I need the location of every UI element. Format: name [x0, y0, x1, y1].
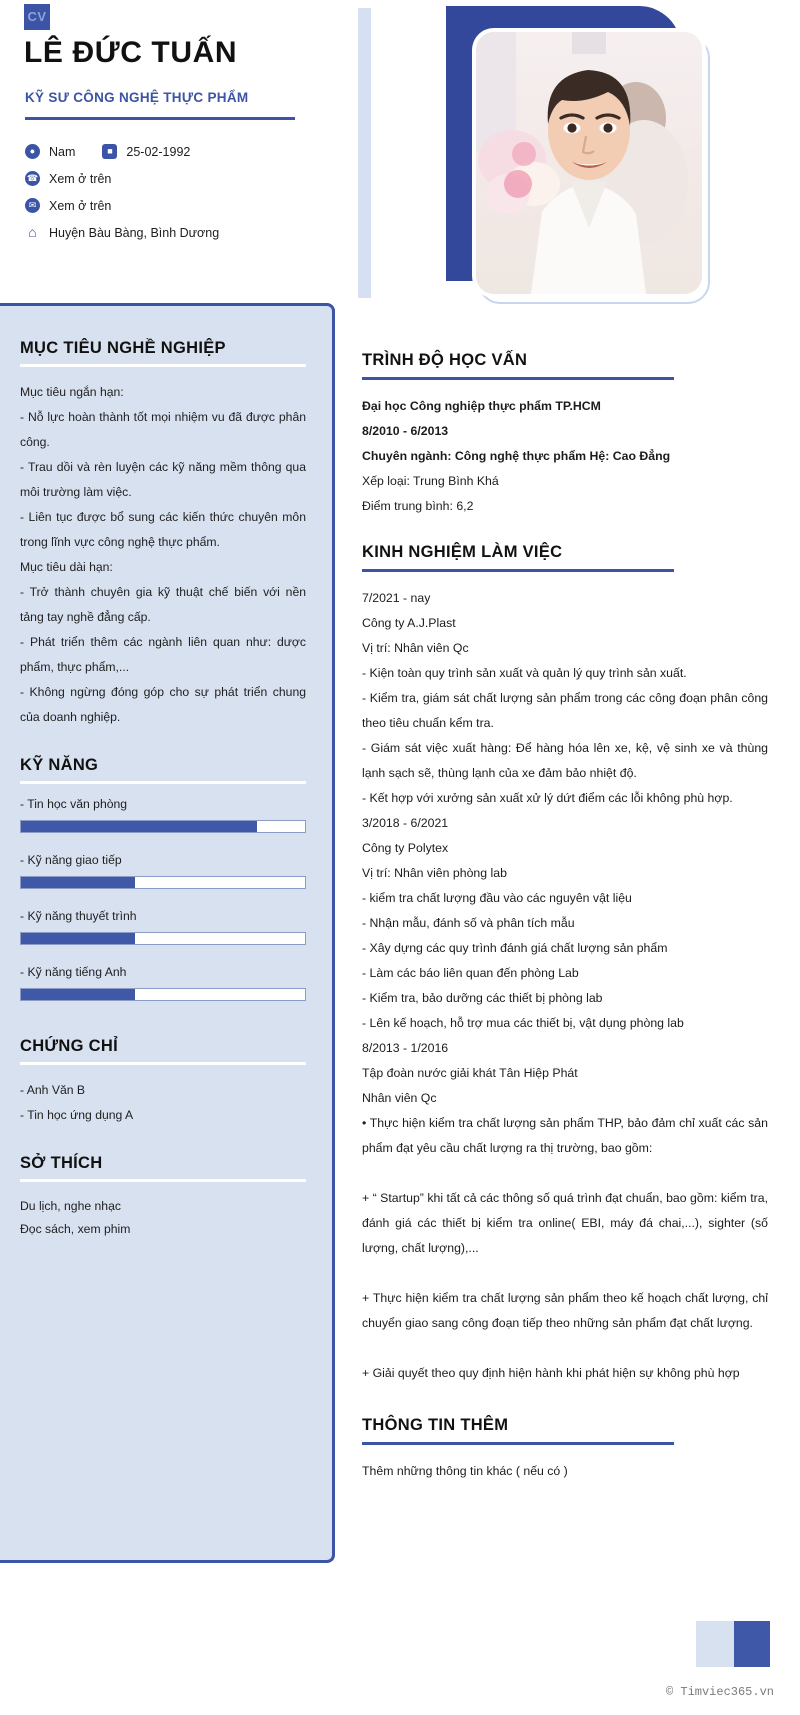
objective-line: Mục tiêu ngắn hạn:: [20, 385, 124, 399]
skill-label: - Kỹ năng thuyết trình: [20, 909, 137, 923]
section-heading-objective: MỤC TIÊU NGHỀ NGHIỆP: [20, 339, 226, 357]
experience-line: - Kiện toàn quy trình sản xuất và quản lý quy trình sản xuất.: [362, 666, 687, 680]
main-column: [362, 303, 800, 1484]
experience-line: Công ty Polytex: [362, 841, 449, 855]
experience-line: - Xây dựng các quy trình đánh giá chất lượng sản phẩm: [362, 941, 668, 955]
education-line: Điểm trung bình: 6,2: [362, 499, 474, 513]
person-icon: ●: [25, 144, 40, 159]
spacer: [362, 1261, 768, 1286]
experience-line: - Làm các báo liên quan đến phòng Lab: [362, 966, 579, 980]
experience-line: + Giải quyết theo quy định hiện hành khi phát hiện sự không phù hợp: [362, 1366, 740, 1380]
section-heading-education: TRÌNH ĐỘ HỌC VẤN: [362, 351, 528, 369]
contact-gender: Nam: [49, 144, 76, 159]
profile-photo: [476, 32, 702, 294]
contact-row-phone: [25, 165, 345, 192]
contact-phone: Xem ở trên: [49, 171, 112, 186]
skill-item: [20, 965, 306, 1001]
footer-mark-light: [696, 1621, 734, 1667]
skill-bar: [20, 988, 306, 1001]
objective-body: [20, 380, 306, 730]
education-line: Chuyên ngành: Công nghệ thực phẩm Hệ: Cao Đẳng: [362, 449, 671, 463]
calendar-icon: ■: [102, 144, 117, 159]
page-title: LÊ ĐỨC TUẤN: [24, 36, 238, 69]
sidebar: [0, 303, 335, 1563]
education-line: Đại học Công nghiệp thực phẩm TP.HCM: [362, 399, 601, 413]
contact-row-address: [25, 219, 345, 246]
hobby-item: Du lịch, nghe nhạc: [20, 1199, 121, 1213]
experience-line: 3/2018 - 6/2021: [362, 816, 449, 830]
heading-divider: [362, 377, 674, 380]
experience-line: 7/2021 - nay: [362, 591, 431, 605]
skill-bar: [20, 876, 306, 889]
experience-line: Vị trí: Nhân viên Qc: [362, 641, 469, 655]
certificate-item: - Tin học ứng dụng A: [20, 1108, 134, 1122]
section-heading-experience: KINH NGHIỆM LÀM VIỆC: [362, 543, 563, 561]
contact-address: Huyện Bàu Bàng, Bình Dương: [49, 225, 220, 240]
hobby-item: Đọc sách, xem phim: [20, 1222, 131, 1236]
certificate-item: - Anh Văn B: [20, 1083, 86, 1097]
spacer: [362, 1161, 768, 1186]
experience-line: Tập đoàn nước giải khát Tân Hiệp Phát: [362, 1066, 578, 1080]
spacer: [362, 1336, 768, 1361]
experience-line: - Kiểm tra, bảo dưỡng các thiết bị phòng lab: [362, 991, 603, 1005]
experience-line: + Thực hiện kiểm tra chất lượng sản phẩm theo kế hoạch chất lượng, chỉ chuyển giao sang công đoạn tiếp theo những sản phẩm đạt chất lượng.: [362, 1291, 768, 1330]
skill-label: - Tin học văn phòng: [20, 797, 128, 811]
objective-line: Mục tiêu dài hạn:: [20, 560, 113, 574]
heading-divider: [362, 569, 674, 572]
skill-label: - Kỹ năng tiếng Anh: [20, 965, 127, 979]
experience-line: - Giám sát việc xuất hàng: Để hàng hóa lên xe, kệ, vệ sinh xe và thùng lạnh sạch sẽ, thùng lạnh của xe đảm bảo nhiệt độ.: [362, 741, 768, 780]
avatar: [446, 6, 696, 296]
home-icon: ⌂: [28, 224, 37, 240]
skill-bar: [20, 932, 306, 945]
objective-line: - Nỗ lực hoàn thành tốt mọi nhiệm vu đã được phân công.: [20, 410, 306, 449]
objective-line: - Trở thành chuyên gia kỹ thuật chế biến với nền tảng tay nghề đẳng cấp.: [20, 585, 306, 624]
objective-line: - Phát triển thêm các ngành liên quan như: dược phẩm, thực phẩm,...: [20, 635, 306, 674]
additional-line: Thêm những thông tin khác ( nếu có ): [362, 1464, 568, 1478]
experience-line: - Kiểm tra, giám sát chất lượng sản phẩm trong các công đoạn phân công theo tiêu chuẩn kểm tra.: [362, 691, 768, 730]
cv-header: [0, 0, 800, 300]
experience-line: - Kết hợp với xưởng sản xuất xử lý dứt điểm các lỗi không phù hợp.: [362, 791, 733, 805]
contact-list: [25, 138, 345, 246]
experience-line: Công ty A.J.Plast: [362, 616, 456, 630]
skill-item: [20, 853, 306, 889]
experience-line: - kiểm tra chất lượng đầu vào các nguyên vật liệu: [362, 891, 632, 905]
skill-label: - Kỹ năng giao tiếp: [20, 853, 122, 867]
phone-icon: ☎: [25, 171, 40, 186]
heading-divider: [362, 1442, 674, 1445]
experience-line: • Thực hiện kiểm tra chất lượng sản phẩm THP, bảo đảm chỉ xuất các sản phẩm đạt yêu cầu chất lượng ra thị trường, bao gồm:: [362, 1116, 768, 1155]
experience-line: + “ Startup” khi tất cả các thông số quá trình đạt chuẩn, bao gồm: kiểm tra, đánh giá các thiết bị kiểm tra online( EBI, máy đá chai,...), sighter (số lượng, chất lượng),...: [362, 1191, 768, 1255]
objective-line: - Trau dồi và rèn luyện các kỹ năng mềm thông qua môi trường làm việc.: [20, 460, 306, 499]
objective-line: - Không ngừng đóng góp cho sự phát triển chung của doanh nghiệp.: [20, 685, 306, 724]
skill-list: [20, 797, 306, 1001]
experience-line: - Nhận mẫu, đánh số và phân tích mẫu: [362, 916, 575, 930]
footer-mark-dark: [734, 1621, 770, 1667]
contact-dob: 25-02-1992: [126, 144, 191, 159]
header-accent-bar: [358, 8, 371, 298]
experience-line: - Lên kế hoạch, hỗ trợ mua các thiết bị, vật dụng phòng lab: [362, 1016, 684, 1030]
section-heading-skills: KỸ NĂNG: [20, 756, 99, 774]
experience-line: Vị trí: Nhân viên phòng lab: [362, 866, 507, 880]
education-line: Xếp loại: Trung Bình Khá: [362, 474, 499, 488]
contact-email: Xem ở trên: [49, 198, 112, 213]
education-line: 8/2010 - 6/2013: [362, 424, 449, 438]
objective-line: - Liên tục được bổ sung các kiến thức chuyên môn trong lĩnh vực công nghệ thực phẩm.: [20, 510, 306, 549]
cv-logo: CV: [24, 4, 50, 30]
section-heading-hobbies: SỞ THÍCH: [20, 1154, 103, 1172]
experience-line: Nhân viên Qc: [362, 1091, 437, 1105]
copyright-text: © Timviec365.vn: [665, 1685, 774, 1699]
section-heading-certificates: CHỨNG CHỈ: [20, 1037, 118, 1055]
skill-item: [20, 909, 306, 945]
title-divider: [25, 117, 295, 120]
contact-row-email: [25, 192, 345, 219]
email-icon: ✉: [25, 198, 40, 213]
skill-item: [20, 797, 306, 833]
section-heading-additional: THÔNG TIN THÊM: [362, 1416, 509, 1434]
heading-divider: [20, 1062, 306, 1065]
skill-bar: [20, 820, 306, 833]
job-title: KỸ SƯ CÔNG NGHỆ THỰC PHẨM: [25, 90, 249, 105]
footer-logo-mark: [696, 1621, 770, 1667]
heading-divider: [20, 364, 306, 367]
contact-row-gender-dob: [25, 138, 345, 165]
experience-line: 8/2013 - 1/2016: [362, 1041, 449, 1055]
heading-divider: [20, 1179, 306, 1182]
heading-divider: [20, 781, 306, 784]
